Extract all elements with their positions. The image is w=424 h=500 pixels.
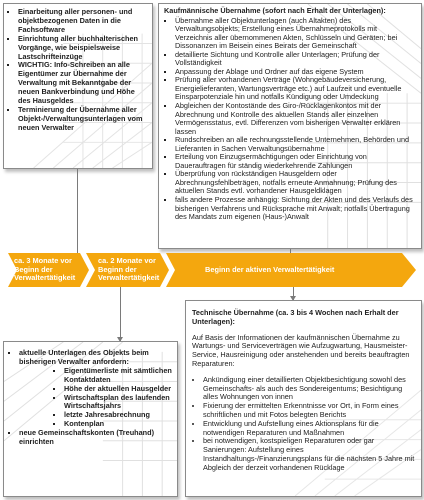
list-item: ▪ WICHTIG: Info-Schreiben an alle Eigentümer zur Übernahme der Verwaltung mit Bekanntgabe der neuen Bankverbindung und Höhe des Hausgeldes bbox=[18, 61, 149, 106]
list-item: • Fixierung der ermittelten Erkenntnisse vor Ort, in Form eines schriftlichen und mit Fotos belegten Berichts bbox=[203, 402, 415, 420]
sub-list-item: ▪ Eigentümerliste mit sämtlichen Kontaktdaten bbox=[64, 367, 173, 385]
list-item: ▪ falls andere Prozesse anhängig: Sichtung der Akten und des Verlaufs des bisherigen Verfahrens und Rücksprache mit Anwalt; notfalls Übertragung des Mandats zum eigenen (Haus-)Anwalt bbox=[175, 196, 416, 222]
list-item: ▪ Erteilung von Einzugsermächtigungen oder Einrichtung von Dauerauftragen für ständig wiederkehrende Zahlungen bbox=[175, 153, 416, 170]
list-item: ▪ detaillierte Sichtung und Kontrolle aller Unterlagen; Prüfung der Vollständigkeit bbox=[175, 51, 416, 68]
timeline-step-3-label: Beginn der aktiven Verwaltertätigkeit bbox=[205, 265, 335, 274]
list-item: • Entwicklung und Aufstellung eines Aktionsplans für die notwendigen Reparaturen und Maßnahmen bbox=[203, 420, 415, 438]
sub-list-item: ▪ Wirtschaftsplan des laufenden Wirtschaftsjahrs bbox=[64, 394, 173, 412]
box-intro: Auf Basis der Informationen der kaufmännischen Übernahme zu Wartungs- und Serviceverträgen wie Aufzugwartung, Hausmeister-Service, Hausreinigung oder anstehenden und bereits beauftragten Reparaturen: bbox=[192, 332, 410, 368]
list-item: ▪ aktuelle Unterlagen des Objekts beim bisherigen Verwalter anfordern: ▪ Eigentümerliste mit sämtlichen Kontaktdaten ▪ Höhe der aktuellen Hausgelder ▪ Wirtschaftsplan des laufenden Wirtschaftsjahrs ▪ letzte Jahresabrechnung ▪ Kontenplan bbox=[19, 349, 173, 429]
list-item: ▪ Prüfung aller vorhandenen Verträge (Wohngebäudeversicherung, Energielieferanten, Wartungsverträge etc.) auf Laufzeit und eventuelle Einsparpotenziale hin und notfalls Kündigung oder Umdeckung bbox=[175, 76, 416, 102]
list-item: ▪ Einrichtung aller buchhalterischen Vorgänge, wie beispielsweise Lastschrifteinzüge bbox=[18, 35, 149, 62]
timeline-step-1-label: ca. 3 Monate vor Beginn der Verwaltertätigkeit bbox=[14, 256, 76, 283]
list-item: ▪ neue Gemeinschaftskonten (Treuhand) einrichten bbox=[19, 429, 173, 447]
list-item: ▪ Überprüfung von rückständigen Hausgeldern oder Abrechnungsfehlbeträgen, notfalls erneute Anmahnung; Prüfung des aktuellen Stands evtl. vorhandener Hausgeldklagen bbox=[175, 170, 416, 196]
request-documents-box bbox=[3, 341, 178, 497]
task-box-3-months bbox=[3, 3, 153, 169]
list-item: ▪ Übernahme aller Objektunterlagen (auch Altakten) des Verwaltungsobjekts; Erstellung eines Übernahmeprotokolls mit Verzeichnis aller übernommenen Akten, Schlüsseln und Geräten; bei Dissonanzen im Beisein eines Beirats der Gemeinschaft bbox=[175, 17, 416, 51]
timeline-step-2-label: ca. 2 Monate vor Beginn der Verwaltertätigkeit bbox=[98, 256, 160, 283]
sub-list-item: ▪ letzte Jahresabrechnung bbox=[64, 411, 173, 420]
sub-list-item: ▪ Höhe der aktuellen Hausgelder bbox=[64, 385, 173, 394]
list-item: ▪ Terminierung der Übernahme aller Objekt-/Verwaltungsunterlagen vom neuen Verwalter bbox=[18, 106, 149, 133]
list-item: ▪ Einarbeitung aller personen- und objektbezogenen Daten in die Fachsoftware bbox=[18, 8, 149, 35]
list-item: ▪ Abgleichen der Kontostände des Giro-/Rücklagenkontos mit der Abrechnung und Kontrolle des aktuellen Stands aller einzelnen Vermögensstatus, evtl. Differenzen vom bisherigen Verwalter erklären lassen bbox=[175, 102, 416, 136]
connector-line-box3 bbox=[120, 285, 121, 341]
list-item: ▪ Rundschreiben an alle rechnungsstellende Unternehmen, Behörden und Lieferanten in Sachen Verwaltungsübernahme bbox=[175, 136, 416, 153]
box-title: Kaufmännische Übernahme (sofort nach Erhalt der Unterlagen): bbox=[164, 6, 386, 15]
list-item: • Ankündigung einer detaillierten Objektbesichtigung sowohl des Gemeinschafts- als auch des Sondereigentums; Besichtigung alles Wohnungen von innen bbox=[203, 376, 415, 402]
list-item: • bei notwendigen, kostspieligen Reparaturen oder gar Sanierungen: Aufstellung eines Instandhaltungs-/Finanzierungsplans für die nächsten 5 Jahre mit Abgleich der derzeit vorhandenen Rücklage bbox=[203, 437, 415, 472]
connector-line-box1 bbox=[77, 169, 78, 255]
technical-takeover-box bbox=[185, 300, 422, 497]
box-title: Technische Übernahme (ca. 3 bis 4 Wochen nach Erhalt der Unterlagen): bbox=[192, 308, 399, 326]
commercial-takeover-box bbox=[158, 3, 422, 249]
list-item: ▪ Anpassung der Ablage und Ordner auf das eigene System bbox=[175, 68, 416, 77]
sub-list-item: ▪ Kontenplan bbox=[64, 420, 173, 429]
timeline-arrow bbox=[0, 250, 424, 290]
